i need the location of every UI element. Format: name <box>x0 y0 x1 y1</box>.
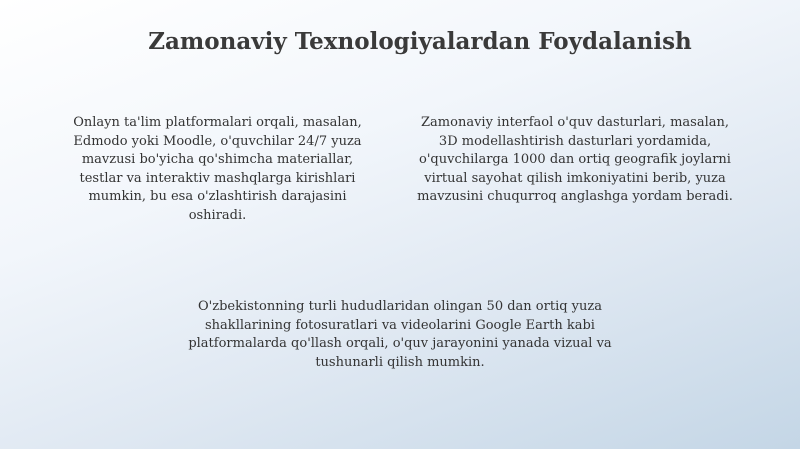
right-text-line: virtual sayohat qilish imkoniyatini berib, yuza <box>424 170 726 186</box>
left-text-block <box>50 114 385 225</box>
left-text-line: Onlayn ta'lim platformalari orqali, masalan, <box>73 115 362 130</box>
right-text-line: mavzusini chuqurroq anglashga yordam beradi. <box>417 189 733 204</box>
right-text-line: 3D modellashtirish dasturlari yordamida, <box>438 133 712 149</box>
left-text-line: mumkin, bu esa o'zlashtirish darajasini <box>88 189 347 204</box>
right-text-line: o'quvchilarga 1000 dan ortiq geografik joylarni <box>419 152 731 167</box>
bottom-text-line: tushunarli qilish mumkin. <box>315 354 485 370</box>
right-text-line: Zamonaviy interfaol o'quv dasturlari, masalan, <box>421 115 729 130</box>
left-text-line: oshiradi. <box>188 207 247 223</box>
left-text-line: mavzusi bo'yicha qo'shimcha materiallar, <box>81 152 354 167</box>
bottom-text-block <box>150 298 650 372</box>
slide-title: Zamonaviy Texnologiyalardan Foydalanish <box>148 28 692 55</box>
right-text-block <box>395 114 755 207</box>
bottom-text-line: shakllarining fotosuratlari va videolarini Google Earth kabi <box>205 317 595 333</box>
bottom-text-line: O'zbekistonning turli hududlaridan olingan 50 dan ortiq yuza <box>198 299 602 314</box>
left-text-line: testlar va interaktiv mashqlarga kirishlari <box>79 170 356 186</box>
left-text-line: Edmodo yoki Moodle, o'quvchilar 24/7 yuza <box>73 133 362 149</box>
bottom-text-line: platformalarda qo'llash orqali, o'quv jarayonini yanada vizual va <box>188 336 612 351</box>
